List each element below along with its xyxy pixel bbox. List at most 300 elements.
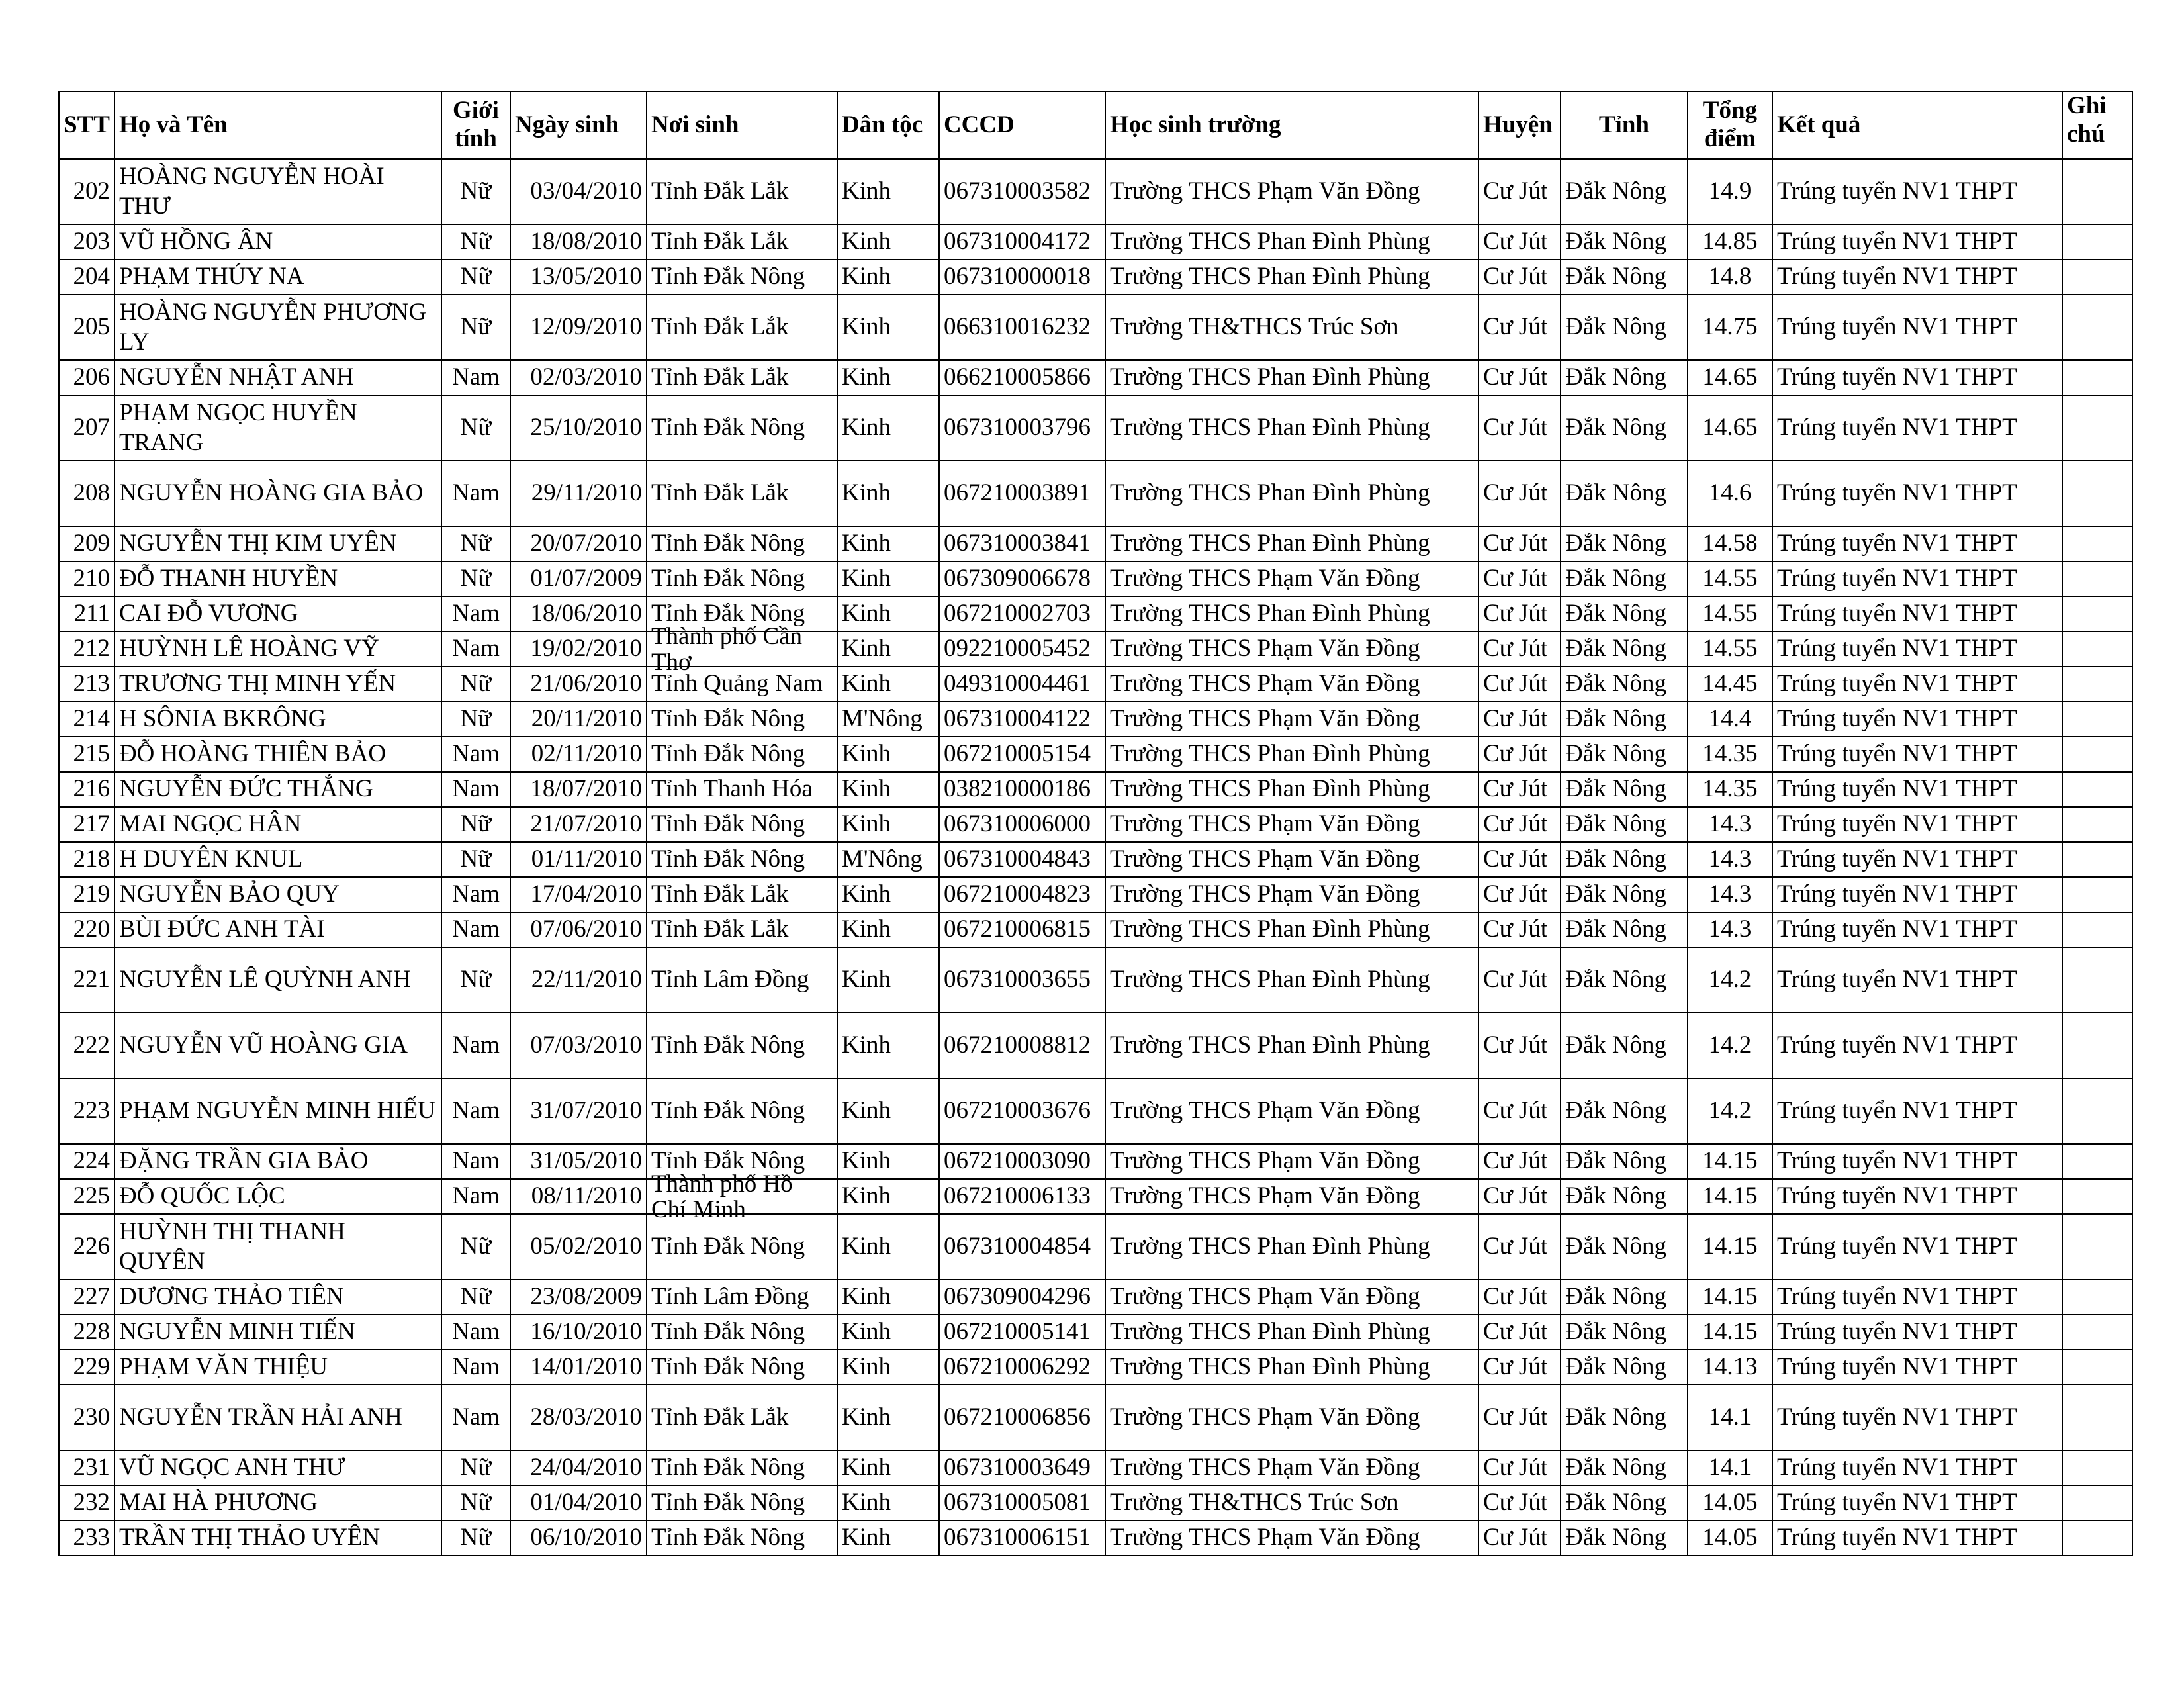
cell-result: Trúng tuyển NV1 THPT xyxy=(1772,1013,2062,1078)
table-row xyxy=(59,1144,2132,1179)
cell-cccd: 067210006815 xyxy=(939,912,1105,947)
header-cccd: CCCD xyxy=(939,91,1105,159)
cell-stt: 225 xyxy=(59,1179,114,1214)
header-gender: Giới tính xyxy=(441,91,510,159)
cell-dob: 18/07/2010 xyxy=(510,772,647,807)
cell-school: Trường THCS Phạm Văn Đồng xyxy=(1105,561,1479,596)
cell-total: 14.58 xyxy=(1688,526,1772,561)
cell-result: Trúng tuyển NV1 THPT xyxy=(1772,1315,2062,1350)
cell-result: Trúng tuyển NV1 THPT xyxy=(1772,1450,2062,1485)
cell-ethnicity: Kinh xyxy=(837,395,939,461)
cell-name: PHẠM VĂN THIỆU xyxy=(114,1350,441,1385)
cell-dob: 17/04/2010 xyxy=(510,877,647,912)
cell-ethnicity: Kinh xyxy=(837,807,939,842)
cell-cccd: 067210004823 xyxy=(939,877,1105,912)
cell-note xyxy=(2062,259,2132,295)
cell-province: Đắk Nông xyxy=(1561,295,1688,360)
cell-total: 14.75 xyxy=(1688,295,1772,360)
table-row xyxy=(59,1179,2132,1214)
cell-result: Trúng tuyển NV1 THPT xyxy=(1772,159,2062,224)
cell-school: Trường THCS Phan Đình Phùng xyxy=(1105,1013,1479,1078)
cell-ethnicity: Kinh xyxy=(837,1521,939,1556)
cell-name: DƯƠNG THẢO TIÊN xyxy=(114,1280,441,1315)
cell-name: HOÀNG NGUYỄN HOÀI THƯ xyxy=(114,159,441,224)
cell-note xyxy=(2062,224,2132,259)
cell-province: Đắk Nông xyxy=(1561,561,1688,596)
cell-total: 14.8 xyxy=(1688,259,1772,295)
cell-name: VŨ NGỌC ANH THƯ xyxy=(114,1450,441,1485)
cell-name: HOÀNG NGUYỄN PHƯƠNG LY xyxy=(114,295,441,360)
cell-province: Đắk Nông xyxy=(1561,947,1688,1013)
cell-gender: Nữ xyxy=(441,224,510,259)
cell-school: Trường THCS Phạm Văn Đồng xyxy=(1105,1450,1479,1485)
cell-total: 14.35 xyxy=(1688,737,1772,772)
cell-district: Cư Jút xyxy=(1479,561,1561,596)
cell-total: 14.2 xyxy=(1688,947,1772,1013)
table-row xyxy=(59,1214,2132,1280)
cell-note xyxy=(2062,877,2132,912)
table-row xyxy=(59,295,2132,360)
cell-district: Cư Jút xyxy=(1479,1214,1561,1280)
cell-result: Trúng tuyển NV1 THPT xyxy=(1772,807,2062,842)
cell-district: Cư Jút xyxy=(1479,1179,1561,1214)
cell-birthplace xyxy=(647,623,837,676)
cell-gender: Nam xyxy=(441,1315,510,1350)
cell-name: BÙI ĐỨC ANH TÀI xyxy=(114,912,441,947)
cell-stt: 210 xyxy=(59,561,114,596)
cell-gender: Nam xyxy=(441,912,510,947)
cell-birthplace: Tỉnh Đắk Nông xyxy=(647,842,837,877)
cell-district: Cư Jút xyxy=(1479,395,1561,461)
cell-cccd: 067310003649 xyxy=(939,1450,1105,1485)
cell-dob: 25/10/2010 xyxy=(510,395,647,461)
cell-province: Đắk Nông xyxy=(1561,526,1688,561)
cell-total: 14.55 xyxy=(1688,632,1772,667)
cell-result: Trúng tuyển NV1 THPT xyxy=(1772,1179,2062,1214)
cell-total: 14.4 xyxy=(1688,702,1772,737)
cell-birthplace: Tỉnh Đắk Nông xyxy=(647,702,837,737)
cell-ethnicity: Kinh xyxy=(837,1144,939,1179)
cell-ethnicity: Kinh xyxy=(837,947,939,1013)
cell-birthplace: Tỉnh Đắk Nông xyxy=(647,1144,837,1179)
cell-birthplace: Tỉnh Đắk Lắk xyxy=(647,295,837,360)
birthplace-text: Thành phố Hồ Chí Minh xyxy=(651,1170,793,1223)
cell-ethnicity: Kinh xyxy=(837,1078,939,1144)
cell-total: 14.3 xyxy=(1688,912,1772,947)
cell-total: 14.1 xyxy=(1688,1385,1772,1450)
cell-stt: 218 xyxy=(59,842,114,877)
cell-ethnicity: Kinh xyxy=(837,461,939,526)
cell-note xyxy=(2062,1450,2132,1485)
cell-dob: 01/04/2010 xyxy=(510,1485,647,1521)
cell-dob: 05/02/2010 xyxy=(510,1214,647,1280)
cell-school: Trường THCS Phan Đình Phùng xyxy=(1105,596,1479,632)
table-row xyxy=(59,395,2132,461)
table-row xyxy=(59,1350,2132,1385)
cell-gender: Nam xyxy=(441,1144,510,1179)
cell-province: Đắk Nông xyxy=(1561,737,1688,772)
cell-result: Trúng tuyển NV1 THPT xyxy=(1772,737,2062,772)
cell-name: ĐỖ QUỐC LỘC xyxy=(114,1179,441,1214)
cell-result: Trúng tuyển NV1 THPT xyxy=(1772,1214,2062,1280)
cell-district: Cư Jút xyxy=(1479,737,1561,772)
cell-province: Đắk Nông xyxy=(1561,1078,1688,1144)
cell-stt: 228 xyxy=(59,1315,114,1350)
cell-cccd: 067309004296 xyxy=(939,1280,1105,1315)
cell-birthplace: Tỉnh Đắk Nông xyxy=(647,1078,837,1144)
table-row xyxy=(59,1078,2132,1144)
cell-name: ĐỖ THANH HUYỀN xyxy=(114,561,441,596)
cell-result: Trúng tuyển NV1 THPT xyxy=(1772,772,2062,807)
cell-note xyxy=(2062,461,2132,526)
cell-dob: 08/11/2010 xyxy=(510,1179,647,1214)
cell-dob: 12/09/2010 xyxy=(510,295,647,360)
table-row xyxy=(59,702,2132,737)
cell-total: 14.55 xyxy=(1688,596,1772,632)
cell-birthplace: Tỉnh Đắk Nông xyxy=(647,1214,837,1280)
cell-district: Cư Jút xyxy=(1479,596,1561,632)
table-row xyxy=(59,632,2132,667)
cell-dob: 21/06/2010 xyxy=(510,667,647,702)
cell-name: NGUYỄN TRẦN HẢI ANH xyxy=(114,1385,441,1450)
cell-stt: 229 xyxy=(59,1350,114,1385)
cell-total: 14.65 xyxy=(1688,360,1772,395)
header-total: Tổng điểm xyxy=(1688,91,1772,159)
cell-school: Trường THCS Phạm Văn Đồng xyxy=(1105,1144,1479,1179)
cell-province: Đắk Nông xyxy=(1561,224,1688,259)
table-row xyxy=(59,526,2132,561)
table-row xyxy=(59,947,2132,1013)
table-row xyxy=(59,1315,2132,1350)
cell-name: HUỲNH LÊ HOÀNG VỸ xyxy=(114,632,441,667)
cell-district: Cư Jút xyxy=(1479,1078,1561,1144)
cell-ethnicity: Kinh xyxy=(837,1013,939,1078)
cell-stt: 219 xyxy=(59,877,114,912)
cell-total: 14.45 xyxy=(1688,667,1772,702)
cell-district: Cư Jút xyxy=(1479,702,1561,737)
cell-total: 14.3 xyxy=(1688,842,1772,877)
cell-province: Đắk Nông xyxy=(1561,772,1688,807)
cell-name: TRƯƠNG THỊ MINH YẾN xyxy=(114,667,441,702)
cell-dob: 06/10/2010 xyxy=(510,1521,647,1556)
cell-cccd: 067210005154 xyxy=(939,737,1105,772)
cell-district: Cư Jút xyxy=(1479,526,1561,561)
header-name: Họ và Tên xyxy=(114,91,441,159)
cell-dob: 20/07/2010 xyxy=(510,526,647,561)
cell-cccd: 038210000186 xyxy=(939,772,1105,807)
cell-stt: 217 xyxy=(59,807,114,842)
cell-note xyxy=(2062,772,2132,807)
cell-birthplace: Tỉnh Thanh Hóa xyxy=(647,772,837,807)
cell-stt: 209 xyxy=(59,526,114,561)
cell-name: NGUYỄN BẢO QUY xyxy=(114,877,441,912)
header-dob: Ngày sinh xyxy=(510,91,647,159)
cell-dob: 29/11/2010 xyxy=(510,461,647,526)
cell-district: Cư Jút xyxy=(1479,159,1561,224)
cell-total: 14.05 xyxy=(1688,1521,1772,1556)
cell-name: PHẠM NGỌC HUYỀN TRANG xyxy=(114,395,441,461)
cell-district: Cư Jút xyxy=(1479,1350,1561,1385)
cell-district: Cư Jút xyxy=(1479,1385,1561,1450)
table-row xyxy=(59,737,2132,772)
cell-dob: 24/04/2010 xyxy=(510,1450,647,1485)
cell-school: Trường THCS Phan Đình Phùng xyxy=(1105,1350,1479,1385)
cell-gender: Nữ xyxy=(441,259,510,295)
cell-school: Trường THCS Phan Đình Phùng xyxy=(1105,461,1479,526)
cell-ethnicity: Kinh xyxy=(837,596,939,632)
cell-gender: Nữ xyxy=(441,667,510,702)
cell-note xyxy=(2062,159,2132,224)
cell-stt: 220 xyxy=(59,912,114,947)
cell-gender: Nam xyxy=(441,877,510,912)
cell-gender: Nữ xyxy=(441,561,510,596)
cell-province: Đắk Nông xyxy=(1561,360,1688,395)
cell-name: ĐỖ HOÀNG THIÊN BẢO xyxy=(114,737,441,772)
cell-stt: 233 xyxy=(59,1521,114,1556)
cell-note xyxy=(2062,596,2132,632)
cell-school: Trường THCS Phan Đình Phùng xyxy=(1105,395,1479,461)
cell-total: 14.1 xyxy=(1688,1450,1772,1485)
cell-cccd: 066310016232 xyxy=(939,295,1105,360)
cell-name: NGUYỄN THỊ KIM UYÊN xyxy=(114,526,441,561)
cell-province: Đắk Nông xyxy=(1561,1013,1688,1078)
cell-gender: Nữ xyxy=(441,807,510,842)
cell-stt: 224 xyxy=(59,1144,114,1179)
cell-cccd: 067210005141 xyxy=(939,1315,1105,1350)
admission-results-table xyxy=(58,91,2133,1556)
cell-birthplace: Tỉnh Đắk Nông xyxy=(647,1521,837,1556)
cell-gender: Nữ xyxy=(441,526,510,561)
cell-ethnicity: Kinh xyxy=(837,737,939,772)
cell-result: Trúng tuyển NV1 THPT xyxy=(1772,561,2062,596)
cell-cccd: 067310003841 xyxy=(939,526,1105,561)
cell-birthplace: Tỉnh Đắk Nông xyxy=(647,807,837,842)
table-row xyxy=(59,667,2132,702)
cell-gender: Nam xyxy=(441,1179,510,1214)
cell-dob: 20/11/2010 xyxy=(510,702,647,737)
cell-cccd: 067310004854 xyxy=(939,1214,1105,1280)
cell-birthplace: Tỉnh Đắk Nông xyxy=(647,1485,837,1521)
cell-cccd: 067310004843 xyxy=(939,842,1105,877)
cell-district: Cư Jút xyxy=(1479,360,1561,395)
cell-dob: 18/08/2010 xyxy=(510,224,647,259)
cell-dob: 01/07/2009 xyxy=(510,561,647,596)
cell-total: 14.15 xyxy=(1688,1214,1772,1280)
cell-note xyxy=(2062,561,2132,596)
cell-birthplace: Tỉnh Đắk Nông xyxy=(647,1450,837,1485)
cell-stt: 227 xyxy=(59,1280,114,1315)
cell-name: H DUYÊN KNUL xyxy=(114,842,441,877)
cell-note xyxy=(2062,737,2132,772)
cell-note xyxy=(2062,526,2132,561)
cell-gender: Nữ xyxy=(441,159,510,224)
cell-dob: 07/06/2010 xyxy=(510,912,647,947)
cell-ethnicity: Kinh xyxy=(837,224,939,259)
cell-birthplace: Tỉnh Lâm Đồng xyxy=(647,1280,837,1315)
table-row xyxy=(59,1521,2132,1556)
cell-name: NGUYỄN VŨ HOÀNG GIA xyxy=(114,1013,441,1078)
cell-name: CAI ĐỖ VƯƠNG xyxy=(114,596,441,632)
cell-school: Trường THCS Phạm Văn Đồng xyxy=(1105,877,1479,912)
cell-dob: 14/01/2010 xyxy=(510,1350,647,1385)
cell-birthplace: Tỉnh Đắk Nông xyxy=(647,1013,837,1078)
cell-school: Trường THCS Phạm Văn Đồng xyxy=(1105,807,1479,842)
cell-gender: Nam xyxy=(441,1078,510,1144)
header-row xyxy=(59,91,2132,159)
cell-district: Cư Jút xyxy=(1479,842,1561,877)
cell-name: NGUYỄN HOÀNG GIA BẢO xyxy=(114,461,441,526)
cell-cccd: 067210003891 xyxy=(939,461,1105,526)
cell-cccd: 067210006133 xyxy=(939,1179,1105,1214)
cell-gender: Nam xyxy=(441,737,510,772)
cell-ethnicity: Kinh xyxy=(837,1214,939,1280)
cell-total: 14.65 xyxy=(1688,395,1772,461)
cell-cccd: 067310006151 xyxy=(939,1521,1105,1556)
cell-stt: 203 xyxy=(59,224,114,259)
cell-note xyxy=(2062,1350,2132,1385)
cell-district: Cư Jút xyxy=(1479,632,1561,667)
cell-school: Trường THCS Phan Đình Phùng xyxy=(1105,526,1479,561)
cell-name: VŨ HỒNG ÂN xyxy=(114,224,441,259)
cell-province: Đắk Nông xyxy=(1561,632,1688,667)
cell-name: HUỲNH THỊ THANH QUYÊN xyxy=(114,1214,441,1280)
cell-birthplace: Tỉnh Đắk Lắk xyxy=(647,360,837,395)
cell-total: 14.15 xyxy=(1688,1144,1772,1179)
cell-stt: 202 xyxy=(59,159,114,224)
cell-dob: 07/03/2010 xyxy=(510,1013,647,1078)
cell-gender: Nam xyxy=(441,360,510,395)
cell-school: Trường THCS Phạm Văn Đồng xyxy=(1105,1280,1479,1315)
cell-dob: 21/07/2010 xyxy=(510,807,647,842)
cell-result: Trúng tuyển NV1 THPT xyxy=(1772,360,2062,395)
cell-province: Đắk Nông xyxy=(1561,159,1688,224)
header-province: Tỉnh xyxy=(1561,91,1688,159)
cell-province: Đắk Nông xyxy=(1561,596,1688,632)
cell-result: Trúng tuyển NV1 THPT xyxy=(1772,1385,2062,1450)
cell-school: Trường THCS Phạm Văn Đồng xyxy=(1105,632,1479,667)
cell-stt: 207 xyxy=(59,395,114,461)
table-row xyxy=(59,877,2132,912)
cell-name: TRẦN THỊ THẢO UYÊN xyxy=(114,1521,441,1556)
cell-birthplace: Tỉnh Đắk Lắk xyxy=(647,159,837,224)
cell-district: Cư Jút xyxy=(1479,807,1561,842)
cell-cccd: 066210005866 xyxy=(939,360,1105,395)
cell-result: Trúng tuyển NV1 THPT xyxy=(1772,224,2062,259)
cell-school: Trường THCS Phan Đình Phùng xyxy=(1105,947,1479,1013)
cell-ethnicity: Kinh xyxy=(837,667,939,702)
cell-note xyxy=(2062,947,2132,1013)
cell-name: MAI HÀ PHƯƠNG xyxy=(114,1485,441,1521)
table-row xyxy=(59,842,2132,877)
cell-name: NGUYỄN NHẬT ANH xyxy=(114,360,441,395)
cell-district: Cư Jút xyxy=(1479,772,1561,807)
cell-school: Trường THCS Phạm Văn Đồng xyxy=(1105,1385,1479,1450)
cell-note xyxy=(2062,1179,2132,1214)
cell-district: Cư Jút xyxy=(1479,1280,1561,1315)
cell-district: Cư Jút xyxy=(1479,1144,1561,1179)
table-row xyxy=(59,461,2132,526)
cell-ethnicity: Kinh xyxy=(837,295,939,360)
table-row xyxy=(59,912,2132,947)
header-district: Huyện xyxy=(1479,91,1561,159)
cell-birthplace: Tỉnh Đắk Lắk xyxy=(647,1385,837,1450)
header-birthplace: Nơi sinh xyxy=(647,91,837,159)
cell-school: Trường THCS Phạm Văn Đồng xyxy=(1105,159,1479,224)
cell-ethnicity: Kinh xyxy=(837,561,939,596)
cell-result: Trúng tuyển NV1 THPT xyxy=(1772,877,2062,912)
cell-birthplace xyxy=(647,1170,837,1223)
cell-name: NGUYỄN MINH TIẾN xyxy=(114,1315,441,1350)
cell-result: Trúng tuyển NV1 THPT xyxy=(1772,912,2062,947)
cell-ethnicity: Kinh xyxy=(837,1450,939,1485)
cell-province: Đắk Nông xyxy=(1561,1350,1688,1385)
cell-province: Đắk Nông xyxy=(1561,259,1688,295)
cell-school: Trường THCS Phạm Văn Đồng xyxy=(1105,667,1479,702)
cell-gender: Nữ xyxy=(441,1214,510,1280)
cell-school: Trường THCS Phan Đình Phùng xyxy=(1105,1315,1479,1350)
table-row xyxy=(59,224,2132,259)
cell-total: 14.6 xyxy=(1688,461,1772,526)
cell-note xyxy=(2062,1521,2132,1556)
cell-school: Trường THCS Phạm Văn Đồng xyxy=(1105,842,1479,877)
cell-note xyxy=(2062,807,2132,842)
cell-district: Cư Jút xyxy=(1479,1450,1561,1485)
cell-school: Trường THCS Phan Đình Phùng xyxy=(1105,224,1479,259)
cell-total: 14.15 xyxy=(1688,1315,1772,1350)
cell-birthplace: Tỉnh Đắk Nông xyxy=(647,526,837,561)
cell-ethnicity: M'Nông xyxy=(837,842,939,877)
cell-note xyxy=(2062,395,2132,461)
cell-total: 14.3 xyxy=(1688,807,1772,842)
cell-total: 14.2 xyxy=(1688,1078,1772,1144)
header-note: Ghi chú xyxy=(2062,91,2132,159)
cell-ethnicity: Kinh xyxy=(837,1315,939,1350)
cell-name: NGUYỄN LÊ QUỲNH ANH xyxy=(114,947,441,1013)
cell-result: Trúng tuyển NV1 THPT xyxy=(1772,295,2062,360)
cell-dob: 31/07/2010 xyxy=(510,1078,647,1144)
cell-stt: 205 xyxy=(59,295,114,360)
cell-ethnicity: Kinh xyxy=(837,1350,939,1385)
cell-province: Đắk Nông xyxy=(1561,667,1688,702)
cell-district: Cư Jút xyxy=(1479,912,1561,947)
cell-ethnicity: Kinh xyxy=(837,912,939,947)
cell-note xyxy=(2062,1013,2132,1078)
cell-stt: 223 xyxy=(59,1078,114,1144)
cell-total: 14.3 xyxy=(1688,877,1772,912)
cell-note xyxy=(2062,912,2132,947)
cell-gender: Nữ xyxy=(441,702,510,737)
cell-note xyxy=(2062,1214,2132,1280)
cell-dob: 03/04/2010 xyxy=(510,159,647,224)
cell-stt: 226 xyxy=(59,1214,114,1280)
cell-gender: Nam xyxy=(441,461,510,526)
cell-school: Trường THCS Phan Đình Phùng xyxy=(1105,360,1479,395)
table-row xyxy=(59,772,2132,807)
cell-dob: 01/11/2010 xyxy=(510,842,647,877)
cell-stt: 216 xyxy=(59,772,114,807)
cell-stt: 206 xyxy=(59,360,114,395)
cell-province: Đắk Nông xyxy=(1561,1179,1688,1214)
cell-province: Đắk Nông xyxy=(1561,1214,1688,1280)
cell-birthplace: Tỉnh Đắk Lắk xyxy=(647,461,837,526)
cell-gender: Nam xyxy=(441,772,510,807)
cell-province: Đắk Nông xyxy=(1561,877,1688,912)
cell-province: Đắk Nông xyxy=(1561,1315,1688,1350)
cell-ethnicity: Kinh xyxy=(837,1280,939,1315)
cell-province: Đắk Nông xyxy=(1561,1144,1688,1179)
cell-total: 14.85 xyxy=(1688,224,1772,259)
cell-province: Đắk Nông xyxy=(1561,461,1688,526)
